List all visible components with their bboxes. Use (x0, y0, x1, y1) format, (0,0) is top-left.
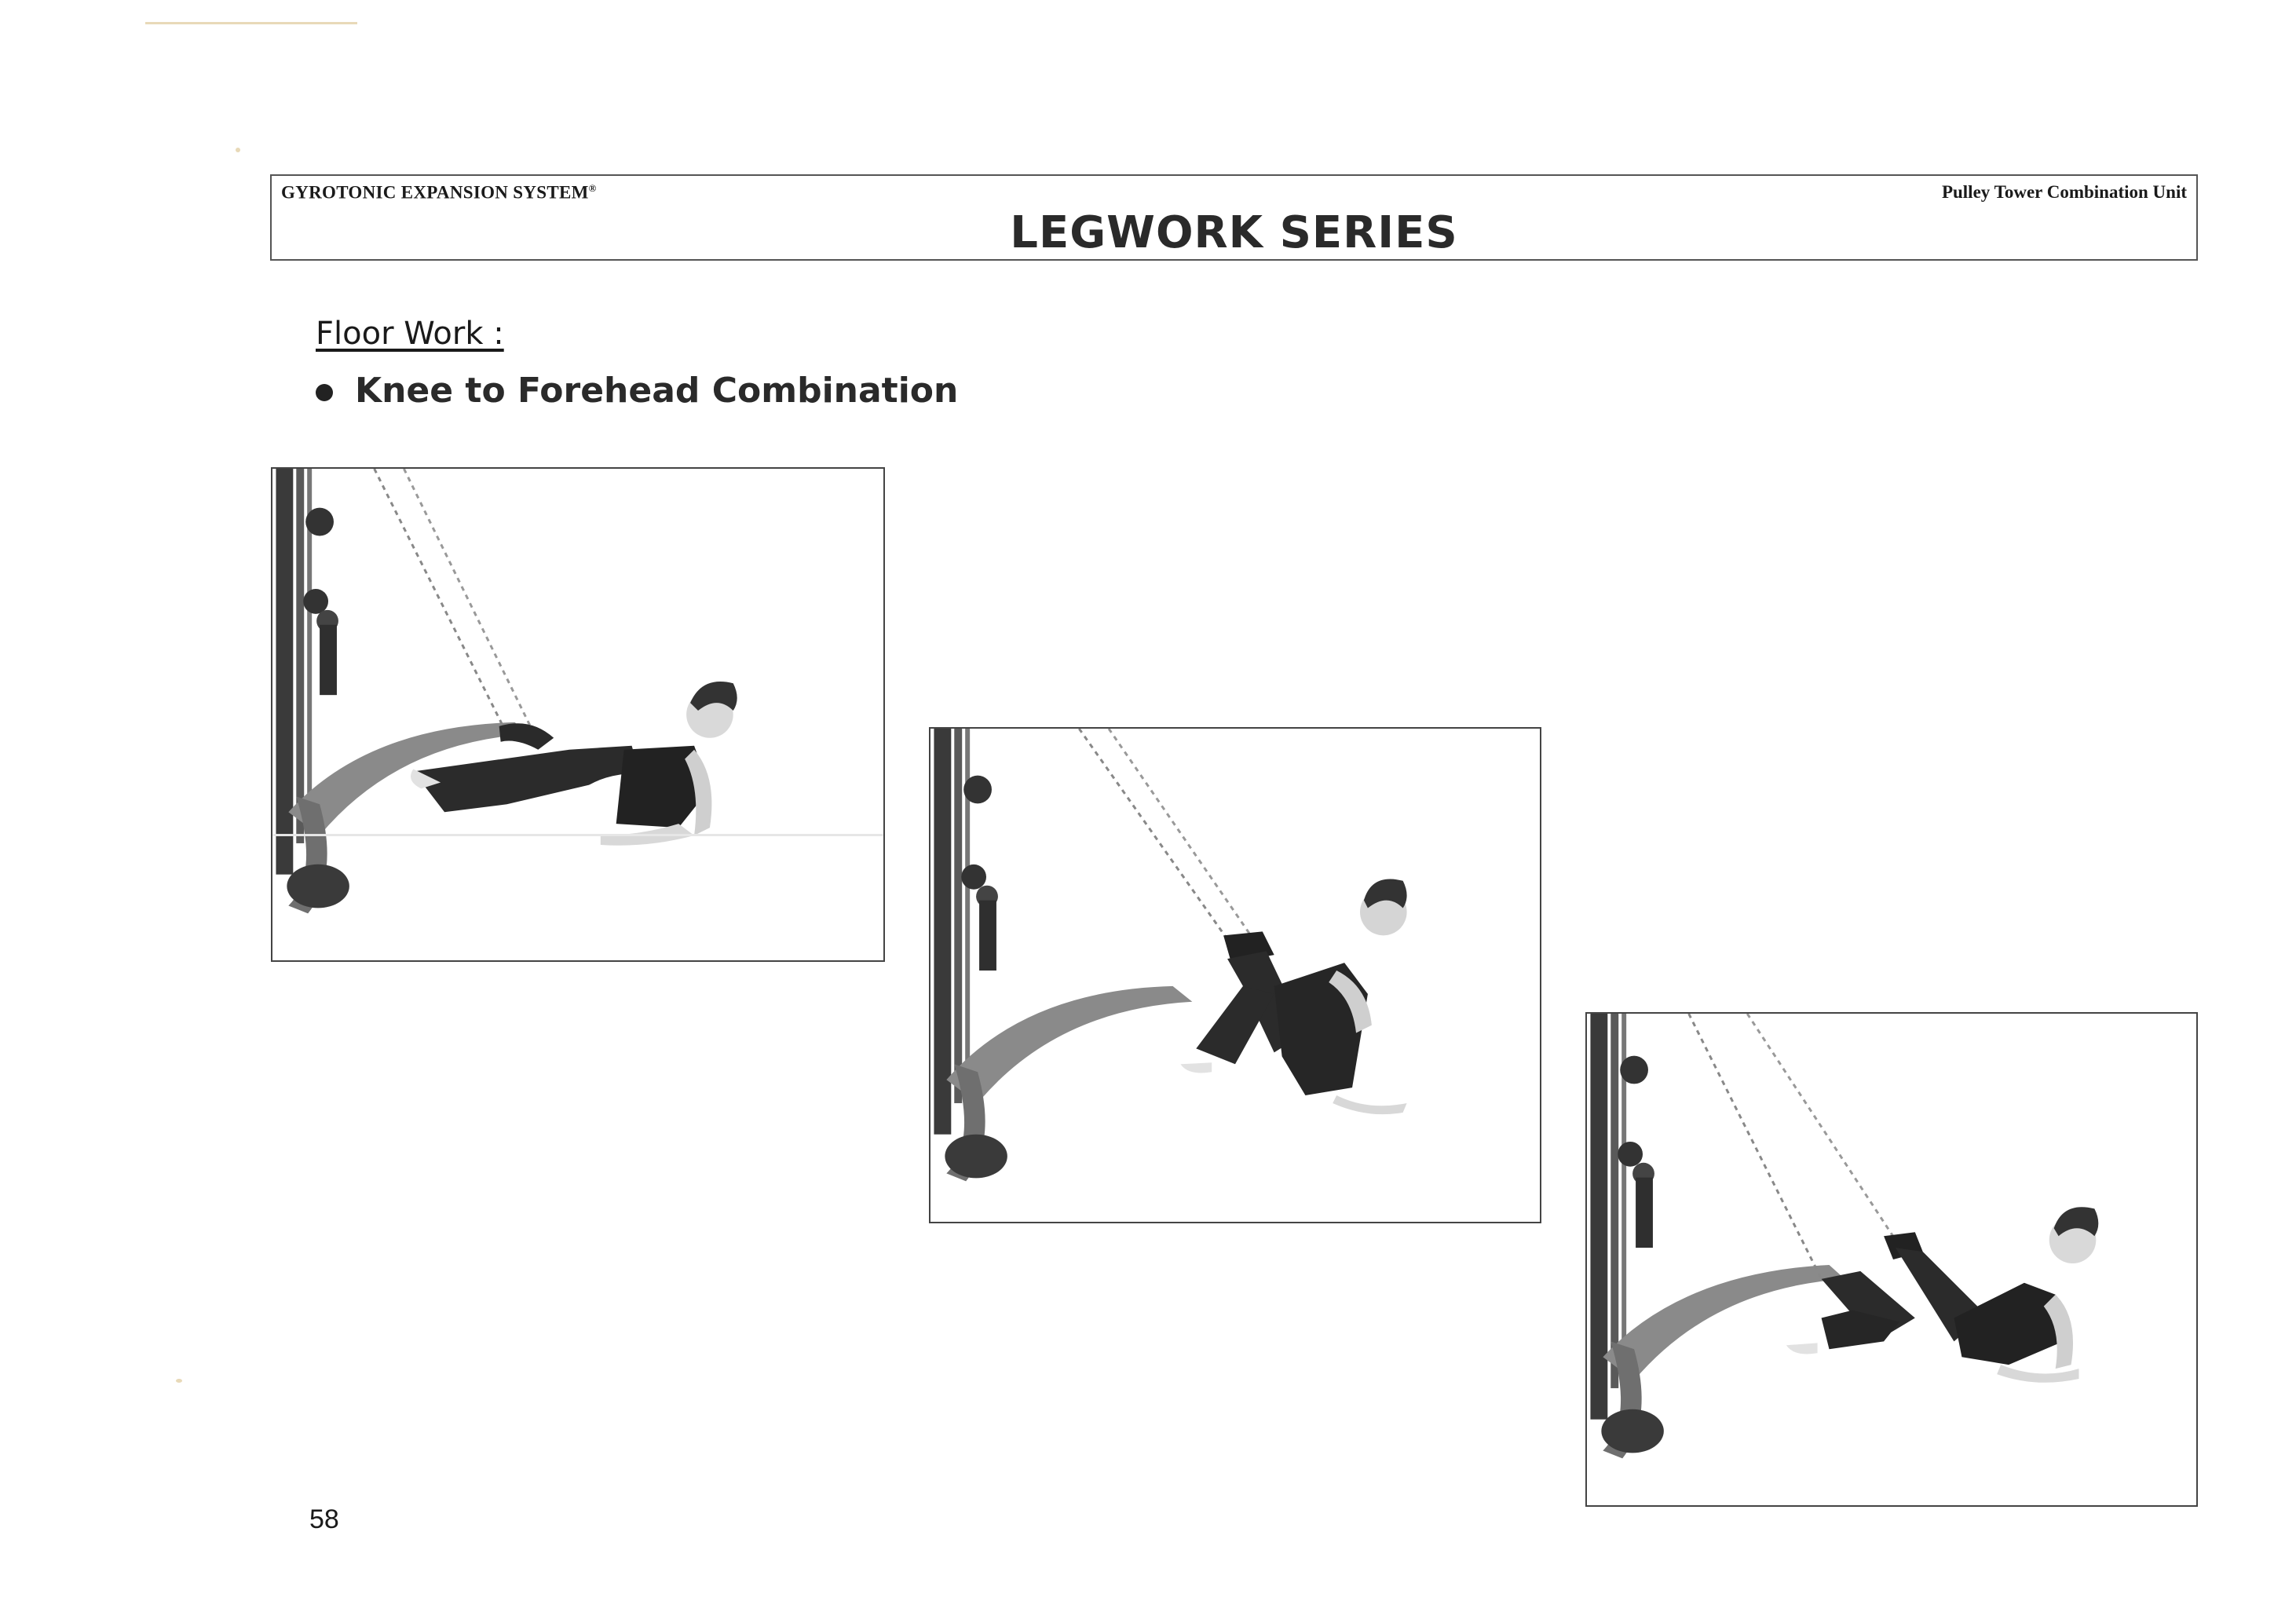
exercise-title: Knee to Forehead Combination (355, 371, 959, 411)
exercise-heading (316, 371, 958, 411)
registered-mark: ® (588, 182, 597, 194)
photo-exercise-position-2-icon (930, 729, 1540, 1222)
header-brand: GYROTONIC EXPANSION SYSTEM® (281, 182, 597, 203)
page-title: LEGWORK SERIES (1010, 207, 1458, 258)
scan-mark (236, 148, 240, 152)
exercise-photo-3 (1585, 1012, 2198, 1507)
exercise-photo-2 (929, 727, 1541, 1223)
section-label: Floor Work : (316, 316, 504, 352)
header-unit-name: Pulley Tower Combination Unit (1941, 182, 2187, 202)
photo-exercise-position-1-icon (272, 469, 883, 960)
scan-mark (145, 22, 357, 24)
page-header (270, 174, 2198, 261)
scan-mark (176, 1379, 182, 1383)
photo-exercise-position-3-icon (1587, 1014, 2196, 1505)
page-number: 58 (309, 1504, 339, 1534)
bullet-icon (316, 384, 333, 401)
exercise-photo-1 (271, 467, 885, 962)
